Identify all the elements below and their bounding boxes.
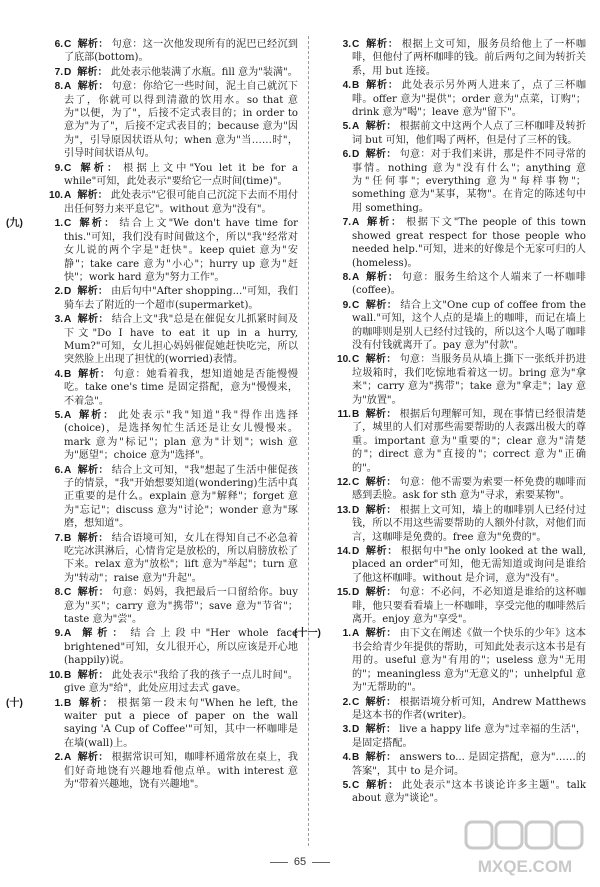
question-number: 2. bbox=[54, 752, 63, 764]
watermark-logo bbox=[462, 818, 588, 880]
question-number: 13. bbox=[336, 504, 351, 516]
watermark-text: MXQE.COM bbox=[477, 857, 573, 876]
explanation-text: 此处表示另外两人进来了，点了三杯咖啡。offer 意为"提供"；order 意为"点菜，订购"；drink 意为"喝"；leave 意为"留下"。 bbox=[352, 80, 587, 119]
answer-letter: B bbox=[64, 532, 72, 544]
answer-entry bbox=[36, 586, 298, 626]
question-number: 6. bbox=[54, 39, 63, 50]
explanation-text: 根据上文可知，服务员给他上了一杯咖啡，但他付了两杯咖啡的钱。前后两句之间为转折关系，用 but 连接。 bbox=[352, 39, 587, 77]
answer-letter: B bbox=[352, 752, 360, 764]
analysis-label: 解析： bbox=[365, 724, 397, 736]
answer-letter: D bbox=[64, 286, 72, 298]
explanation-text: 结合语境可知，女儿在得知自己不必急着吃完冰淇淋后，心情肯定是放松的，所以肩膀放松了下来。relax 意为"放松"；lift 意为"举起"；turn 意为"转动"；raise 意为"升起"。 bbox=[64, 532, 299, 584]
explanation-text: 结合上段中"Her whole face brightened"可知，女儿很开心，所以应该是开心地(happily)说。 bbox=[64, 628, 298, 667]
answer-entry bbox=[36, 80, 298, 160]
question-number: 2. bbox=[54, 286, 63, 298]
question-number: 10. bbox=[336, 354, 351, 366]
question-number: 1. bbox=[342, 628, 351, 640]
explanation-text: live a happy life 意为"过幸福的生活"，是固定搭配。 bbox=[352, 724, 586, 749]
analysis-label: 解析： bbox=[365, 217, 403, 229]
answer-letter: B bbox=[64, 669, 72, 681]
answer-entry bbox=[324, 38, 586, 78]
answer-entry bbox=[36, 162, 298, 189]
question-number: 1. bbox=[54, 218, 63, 230]
question-number: 9. bbox=[342, 299, 351, 311]
question-number: 14. bbox=[336, 546, 351, 558]
answer-entry bbox=[36, 285, 298, 312]
answer-letter: C bbox=[352, 299, 360, 311]
answer-entry bbox=[36, 669, 298, 696]
question-number: 6. bbox=[342, 149, 351, 161]
question-number: 7. bbox=[54, 532, 63, 544]
question-number: 8. bbox=[342, 271, 351, 283]
analysis-label: 解析： bbox=[77, 39, 109, 50]
answer-entry bbox=[36, 532, 298, 586]
explanation-text: 句意：你给它一些时间，泥土自己就沉下去了，你就可以得到清澈的饮用水。so that 意为"以便，为了"，后接不定式表目的；in order to 意为"为了"，后接不定式表目的；because 意为"因为"，引导原因状语从句；when 意为"当……时"，引导时间状语从句。 bbox=[64, 81, 299, 160]
question-number: 12. bbox=[336, 477, 351, 488]
answer-entry bbox=[36, 409, 298, 463]
question-number: 10. bbox=[48, 669, 63, 681]
analysis-label: 解析： bbox=[365, 696, 397, 708]
analysis-label: 解析： bbox=[77, 587, 110, 599]
answer-entry bbox=[36, 189, 298, 216]
answer-letter: A bbox=[352, 217, 360, 229]
answer-letter: C bbox=[352, 477, 360, 488]
question-number: 9. bbox=[54, 628, 63, 640]
analysis-label: 解析： bbox=[365, 504, 397, 516]
explanation-text: 结合上文"One cup of coffee from the wall."可知，这个人点的是墙上的咖啡，而记在墙上的咖啡则是别人已经付过钱的，所以这个人喝了咖啡没有付钱就离开了。pay 意为"付款"。 bbox=[352, 299, 587, 351]
analysis-label: 解析： bbox=[365, 587, 397, 599]
answer-entry bbox=[6, 697, 299, 751]
answer-letter: C bbox=[64, 39, 72, 50]
answer-letter: C bbox=[352, 39, 360, 50]
page-number: 65 bbox=[293, 856, 307, 868]
question-number: 1. bbox=[54, 697, 63, 709]
answer-letter: A bbox=[64, 464, 72, 476]
answer-entry bbox=[324, 779, 586, 806]
explanation-text: 根据常识可知，咖啡杯通常放在桌上，我们好奇地饶有兴趣地看他点单。with interest 意为"带着兴趣地，饶有兴趣地"。 bbox=[64, 752, 299, 790]
answer-entry bbox=[324, 120, 586, 147]
analysis-label: 解析： bbox=[77, 628, 128, 640]
answer-letter: D bbox=[352, 587, 360, 599]
analysis-label: 解析： bbox=[365, 39, 399, 50]
analysis-label: 解析： bbox=[365, 779, 400, 791]
answer-letter: D bbox=[352, 504, 360, 516]
analysis-label: 解析： bbox=[365, 80, 399, 92]
explanation-text: 句意：她看着我，想知道她是否能慢慢吃。take one's time 是固定搭配，意为"慢慢来，不着急"。 bbox=[64, 368, 299, 407]
explanation-text: 根据句中"he only looked at the wall, placed an order"可知，他无需知道或询问是谁给了他这杯咖啡。without 是介词，意为"没有"。 bbox=[352, 546, 586, 584]
explanation-text: 句意：妈妈，我把最后一口留给你。buy 意为"买"；carry 意为"携带"；save 意为"节省"；taste 意为"尝"。 bbox=[64, 587, 298, 626]
answer-entry bbox=[324, 476, 586, 503]
question-number: 10. bbox=[48, 190, 63, 202]
footer-dash-right bbox=[312, 862, 330, 863]
answer-letter: A bbox=[64, 314, 72, 326]
explanation-text: 根据上文可知，墙上的咖啡别人已经付过钱，所以不用这些需要帮助的人额外付款，对他们而言，这咖啡是免费的。free 意为"免费的"。 bbox=[352, 504, 587, 543]
explanation-text: 根据语境分析可知，Andrew Matthews 是这本书的作者(writer)。 bbox=[352, 696, 586, 721]
explanation-text: 此处表示"这本书谈论许多主题"。talk about 意为"谈论"。 bbox=[352, 779, 586, 805]
analysis-label: 解析： bbox=[77, 697, 115, 709]
analysis-label: 解析： bbox=[77, 368, 111, 380]
answer-entry bbox=[36, 313, 298, 367]
analysis-label: 解析： bbox=[365, 149, 397, 161]
answer-letter: A bbox=[64, 81, 72, 93]
question-number: 9. bbox=[54, 162, 63, 174]
explanation-text: 根据下文"The people of this town showed great respect for those people who needed help."可知，进来的好像是个无家可归的人(homeless)。 bbox=[352, 217, 586, 269]
answer-entry bbox=[6, 217, 298, 284]
question-number: 3. bbox=[54, 314, 63, 326]
answer-letter: A bbox=[64, 628, 72, 640]
answer-entry bbox=[324, 216, 586, 270]
explanation-text: 结合上文"我"总是在催促女儿抓紧时间及下文"Do I have to eat it up in a hurry, Mum?"可知，女儿担心妈妈催促她赶快吃完，所以突然脸上出现了担忧的(worried)表情。 bbox=[64, 314, 298, 366]
answer-letter: D bbox=[64, 66, 72, 78]
analysis-label: 解析： bbox=[365, 354, 397, 366]
answer-letter: D bbox=[352, 149, 360, 161]
answer-entry bbox=[324, 408, 586, 475]
analysis-label: 解析： bbox=[365, 408, 397, 420]
explanation-text: 由后句中"After shopping..."可知，我们骑车去了附近的一个超市(supermarket)。 bbox=[64, 286, 299, 311]
footer-dash-left bbox=[270, 862, 288, 863]
answer-letter: C bbox=[352, 696, 360, 708]
answer-letter: C bbox=[352, 354, 360, 366]
left-column bbox=[6, 38, 299, 792]
answer-entry bbox=[36, 627, 298, 667]
analysis-label: 解析： bbox=[77, 162, 121, 174]
explanation-text: 此处表示"它很可能自己沉淀下去而不用付出任何努力来平息它"。without 意为"没有"。 bbox=[64, 190, 298, 215]
explanation-text: 此处表示他装满了水瓶。fill 意为"装满"。 bbox=[110, 66, 298, 78]
question-number: 11. bbox=[337, 408, 351, 420]
analysis-label: 解析： bbox=[365, 477, 397, 488]
answer-letter: B bbox=[64, 697, 72, 709]
answer-entry bbox=[324, 696, 586, 723]
answer-entry bbox=[324, 586, 586, 626]
analysis-label: 解析： bbox=[77, 286, 109, 298]
answer-letter: A bbox=[64, 409, 72, 421]
answer-entry bbox=[36, 66, 298, 79]
analysis-label: 解析： bbox=[77, 218, 117, 230]
answer-entry bbox=[36, 368, 298, 408]
answer-entry bbox=[36, 38, 298, 65]
answer-entry bbox=[324, 545, 586, 585]
column-divider bbox=[308, 36, 309, 846]
explanation-text: 句意：当服务员从墙上撕下一张纸并扔进垃圾箱时，我们吃惊地看着这一切。bring 意为"拿来"；carry 意为"携带"；take 意为"拿走"；lay 意为"放置"。 bbox=[352, 354, 587, 406]
question-number: 4. bbox=[342, 752, 351, 764]
explanation-text: 结合上文"We don't have time for this."可知，我们没有时间做这个，所以"我"经常对女儿说的两个字是"赶快"。keep quiet 意为"安静"；take care 意为"小心"；hurry up 意为"赶快"；work hard 意为"努力工作"。 bbox=[64, 218, 298, 283]
analysis-label: 解析： bbox=[77, 66, 108, 78]
section-marker: (十) bbox=[6, 697, 23, 709]
answer-letter: A bbox=[64, 190, 72, 202]
answer-entry bbox=[324, 504, 586, 544]
answer-entry bbox=[324, 79, 586, 119]
question-number: 8. bbox=[54, 81, 63, 93]
explanation-text: 句意：不必问，不必知道是谁给的这杯咖啡，他只要看看墙上一杯咖啡，享受完他的咖啡然后离开。enjoy 意为"享受"。 bbox=[352, 587, 587, 626]
analysis-label: 解析： bbox=[77, 81, 109, 93]
question-number: 5. bbox=[54, 409, 63, 421]
answer-entry bbox=[36, 464, 298, 531]
question-number: 4. bbox=[54, 368, 63, 380]
question-number: 2. bbox=[342, 696, 351, 708]
question-number: 5. bbox=[342, 779, 351, 791]
question-number: 4. bbox=[342, 80, 351, 92]
analysis-label: 解析： bbox=[365, 121, 397, 133]
question-number: 3. bbox=[342, 39, 351, 50]
answer-entry bbox=[36, 751, 298, 791]
explanation-text: 根据前文中这两个人点了三杯咖啡及转折词 but 可知，他们喝了两杯，但是付了三杯的钱。 bbox=[352, 121, 587, 146]
explanation-text: 句意：他不需要为索要一杯免费的咖啡而感到丢脸。ask for sth 意为"寻求，索要某物"。 bbox=[352, 477, 587, 502]
analysis-label: 解析： bbox=[77, 314, 109, 326]
answer-entry bbox=[324, 723, 586, 750]
explanation-text: 句意：服务生给这个人端来了一杯咖啡(coffee)。 bbox=[352, 271, 587, 297]
answer-letter: C bbox=[64, 587, 72, 599]
answer-entry bbox=[324, 271, 586, 298]
answer-letter: A bbox=[352, 271, 360, 283]
explanation-text: 句意：对于我们来讲，那是件不同寻常的事情。nothing 意为"没有什么"；anything 意为"任何事"；everything 意为"每样事物"；something 意为"某事，某物"。在肯定的陈述句中用 something。 bbox=[352, 149, 587, 214]
explanation-text: 此处表示"我"知道"我"得作出选择(choice)，是选择匆忙生活还是让女儿慢慢来。mark 意为"标记"；plan 意为"计划"；wish 意为"愿望"；choice 意为"选择"。 bbox=[64, 409, 298, 462]
answer-letter: A bbox=[352, 628, 360, 640]
question-number: 7. bbox=[54, 66, 63, 78]
analysis-label: 解析： bbox=[365, 628, 397, 640]
answer-letter: D bbox=[352, 724, 360, 736]
question-number: 15. bbox=[336, 587, 351, 599]
analysis-label: 解析： bbox=[77, 532, 109, 544]
answer-letter: B bbox=[352, 408, 360, 420]
right-column bbox=[294, 38, 587, 807]
analysis-label: 解析： bbox=[77, 752, 109, 764]
explanation-text: 根据上文中"You let it be for a while"可知，此处表示"要给它一点时间(time)"。 bbox=[64, 162, 299, 188]
answer-entry bbox=[324, 299, 586, 353]
answer-letter: A bbox=[352, 121, 360, 133]
explanation-text: answers to... 是固定搭配，意为"……的答案"，其中 to 是介词。 bbox=[352, 752, 586, 777]
analysis-label: 解析： bbox=[365, 546, 398, 558]
explanation-text: 结合上文可知，"我"想起了生活中催促孩子的情景，"我"开始想要知道(wondering)生活中真正重要的是什么。explain 意为"解释"；forget 意为"忘记"；discuss 意为"讨论"；wonder 意为"琢磨，想知道"。 bbox=[64, 464, 298, 530]
section-marker: (九) bbox=[6, 218, 23, 230]
analysis-label: 解析： bbox=[77, 409, 116, 421]
explanation-text: 句意：这一次他发现所有的泥巴已经沉到了底部(bottom)。 bbox=[64, 39, 299, 64]
answer-letter: A bbox=[64, 752, 72, 764]
question-number: 7. bbox=[342, 217, 351, 229]
answer-entry bbox=[294, 627, 587, 694]
explanation-text: 此处表示"我给了我的孩子一点儿时间"。give 意为"给"，此处应用过去式 gave。 bbox=[64, 669, 298, 695]
answer-entry bbox=[324, 751, 586, 778]
answer-letter: B bbox=[64, 368, 72, 380]
answer-entry bbox=[324, 353, 586, 407]
analysis-label: 解析： bbox=[365, 271, 399, 283]
question-number: 8. bbox=[54, 587, 63, 599]
analysis-label: 解析： bbox=[365, 299, 398, 311]
answer-letter: C bbox=[64, 162, 72, 174]
explanation-text: 根据第一段末句"When he left, the waiter put a piece of paper on the wall saying 'A Cup of Coffee'"可知，其中一杯咖啡是在墙(wall)上。 bbox=[64, 697, 299, 749]
section-marker: (十一) bbox=[294, 628, 321, 640]
analysis-label: 解析： bbox=[77, 669, 109, 681]
analysis-label: 解析： bbox=[365, 752, 397, 764]
question-number: 3. bbox=[342, 724, 351, 736]
analysis-label: 解析： bbox=[77, 190, 108, 202]
question-number: 5. bbox=[342, 121, 351, 133]
analysis-label: 解析： bbox=[77, 464, 109, 476]
question-number: 6. bbox=[54, 464, 63, 476]
answer-letter: B bbox=[352, 80, 360, 92]
answer-entry bbox=[324, 148, 586, 215]
answer-letter: C bbox=[64, 218, 72, 230]
explanation-text: 根据后句理解可知，现在事情已经很清楚了，城里的人们对那些需要帮助的人表露出极大的尊重。important 意为"重要的"；clear 意为"清楚的"；direct 意为"直接的"；correct 意为"正确的"。 bbox=[352, 408, 587, 474]
answer-letter: C bbox=[352, 779, 360, 791]
explanation-text: 由下文在阐述《做一个快乐的少年》这本书会给青少年提供的帮助，可知此处表示这本书是有用的。useful 意为"有用的"；useless 意为"无用的"；meaningless 意为"无意义的"；unhelpful 意为"无帮助的"。 bbox=[352, 628, 587, 694]
answer-letter: D bbox=[352, 546, 360, 558]
